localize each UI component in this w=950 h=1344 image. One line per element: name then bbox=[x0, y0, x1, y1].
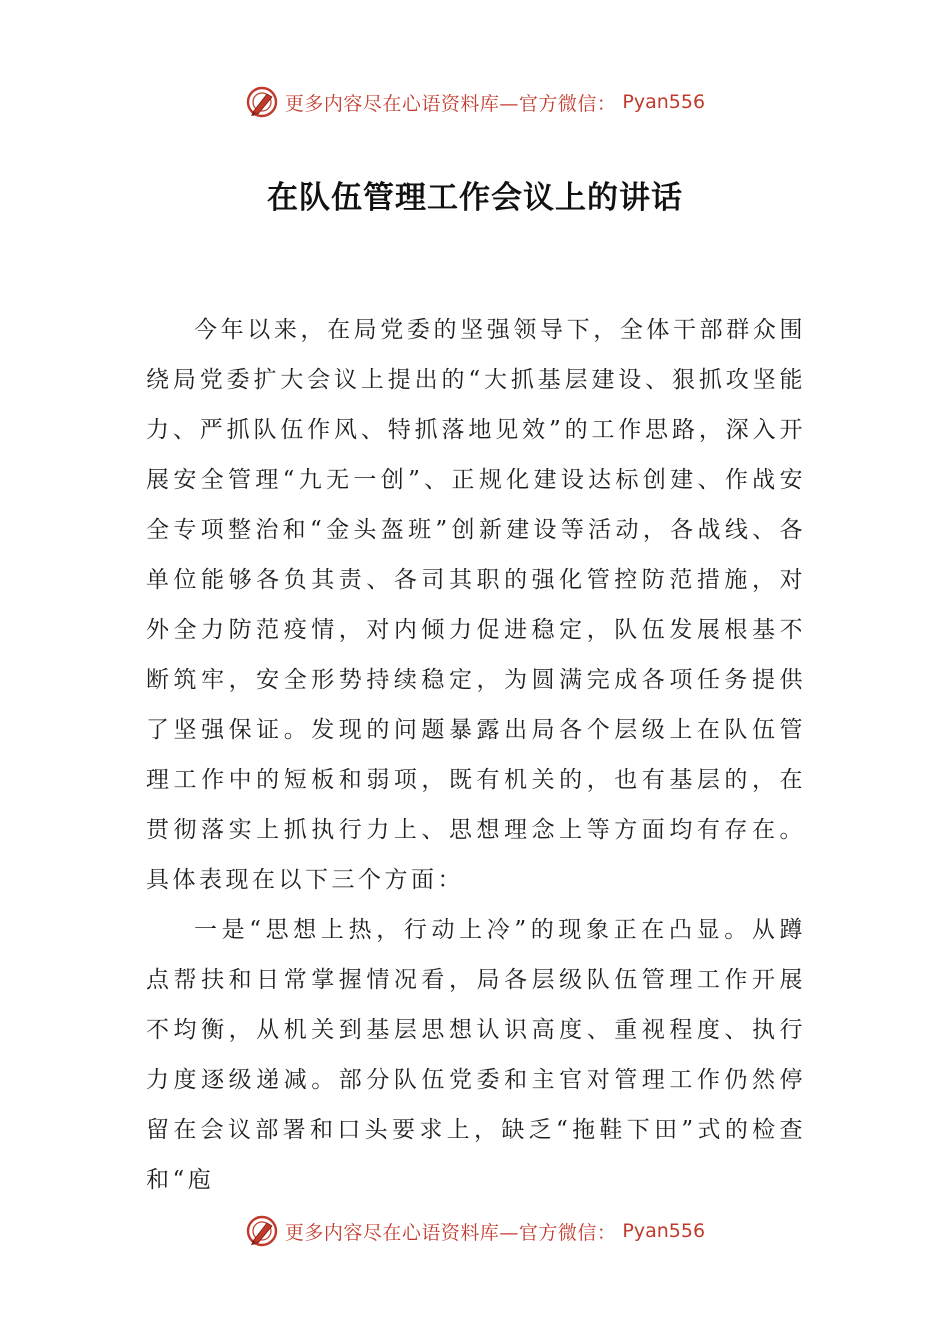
document-body bbox=[146, 305, 806, 1205]
watermark-text: 更多内容尽在心语资料库—官方微信： bbox=[284, 1221, 617, 1244]
paragraph: 一是“思想上热，行动上冷”的现象正在凸显。从蹲点帮扶和日常掌握情况看，局各层级队伍管理工作开展不均衡，从机关到基层思想认识高度、重视程度、执行力度逐级递减。部分队伍党委和主官对管理工作仍然停留在会议部署和口头要求上，缺乏“拖鞋下田”式的检查和“庖 bbox=[146, 917, 806, 1193]
watermark-text: 更多内容尽在心语资料库—官方微信： bbox=[284, 92, 617, 115]
paragraph: 今年以来，在局党委的坚强领导下，全体干部群众围绕局党委扩大会议上提出的“大抓基层建设、狠抓攻坚能力、严抓队伍作风、特抓落地见效”的工作思路，深入开展安全管理“九无一创”、正规化建设达标创建、作战安全专项整治和“金头盔班”创新建设等活动，各战线、各单位能够各负其责、各司其职的强化管控防范措施，对外全力防范疫情，对内倾力促进稳定，队伍发展根基不断筑牢，安全形势持续稳定，为圆满完成各项任务提供了坚强保证。发现的问题暴露出局各个层级上在队伍管理工作中的短板和弱项，既有机关的，也有基层的，在贯彻落实上抓执行力上、思想理念上等方面均有存在。具体表现在以下三个方面： bbox=[146, 317, 806, 893]
watermark-handle: Pyan556 bbox=[622, 91, 706, 113]
watermark-handle: Pyan556 bbox=[622, 1220, 706, 1242]
watermark-banner-bottom bbox=[0, 1211, 950, 1251]
watermark-banner-top bbox=[0, 82, 950, 122]
pen-nib-circle-logo bbox=[245, 1214, 279, 1248]
document-title: 在队伍管理工作会议上的讲话 bbox=[267, 180, 683, 216]
pen-nib-circle-logo bbox=[245, 85, 279, 119]
